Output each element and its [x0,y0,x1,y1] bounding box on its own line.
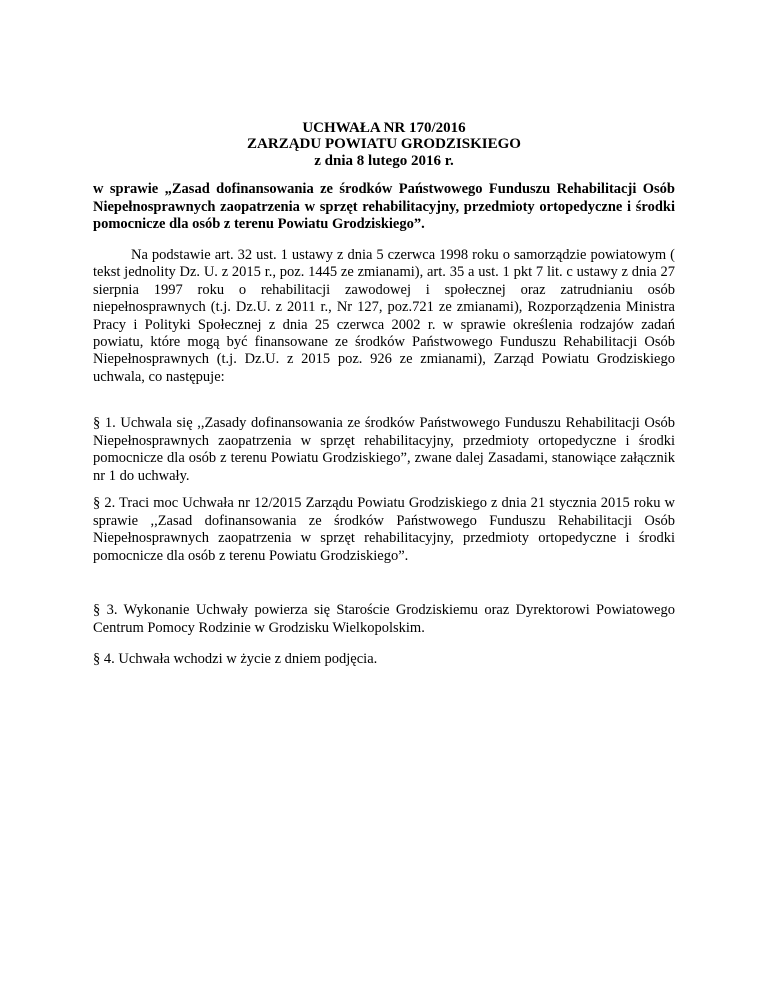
issuing-authority: ZARZĄDU POWIATU GRODZISKIEGO [247,136,521,152]
section-3-paragraph: § 3. Wykonanie Uchwały powierza się Staroście Grodziskiemu oraz Dyrektorowi Powiatowego Centrum Pomocy Rodzinie w Grodzisku Wielkopolskim. [93,602,675,636]
section-1-paragraph: § 1. Uchwala się ,,Zasady dofinansowania ze środków Państwowego Funduszu Rehabilitacji Osób Niepełnosprawnych zaopatrzenia w sprzęt rehabilitacyjny, przedmioty ortopedyczne i środki pomocnicze dla osób z terenu Powiatu Grodziskiego”, zwane dalej Zasadami, stanowiące załącznik nr 1 do uchwały. [93,415,675,484]
resolution-subject: w sprawie „Zasad dofinansowania ze środków Państwowego Funduszu Rehabilitacji Osób Niepełnosprawnych zaopatrzenia w sprzęt rehabilitacyjny, przedmioty ortopedyczne i środki pomocnicze dla osób z terenu Powiatu Grodziskiego”. [93,181,675,232]
section-2-paragraph: § 2. Traci moc Uchwała nr 12/2015 Zarządu Powiatu Grodziskiego z dnia 21 stycznia 2015 roku w sprawie ,,Zasad dofinansowania ze środków Państwowego Funduszu Rehabilitacji Osób Niepełnosprawnych zaopatrzenia w sprzęt rehabilitacyjny, przedmioty ortopedyczne i środki pomocnicze dla osób z terenu Powiatu Grodziskiego”. [93,495,675,564]
section-4-paragraph: § 4. Uchwała wchodzi w życie z dniem podjęcia. [93,651,378,667]
resolution-date: z dnia 8 lutego 2016 r. [314,153,454,169]
resolution-number: UCHWAŁA NR 170/2016 [302,120,466,136]
legal-basis-paragraph: Na podstawie art. 32 ust. 1 ustawy z dnia 5 czerwca 1998 roku o samorządzie powiatowym ( tekst jednolity Dz. U. z 2015 r., poz. 1445 ze zmianami), art. 35 a ust. 1 pkt 7 lit. c ustawy z dnia 27 sierpnia 1997 roku o rehabilitacji zawodowej i społecznej oraz zatrudnianiu osób niepełnosprawnych (t.j. Dz.U. z 2011 r., Nr 127, poz.721 ze zmianami), Rozporządzenia Ministra Pracy i Polityki Społecznej z dnia 25 czerwca 2002 r. w sprawie określenia rodzajów zadań powiatu, które mogą być finansowane ze środków Państwowego Funduszu Rehabilitacji Osób Niepełnosprawnych (t.j. Dz.U. z 2015 poz. 926 ze zmianami), Zarząd Powiatu Grodziskiego uchwala, co następuje: [93,247,675,385]
